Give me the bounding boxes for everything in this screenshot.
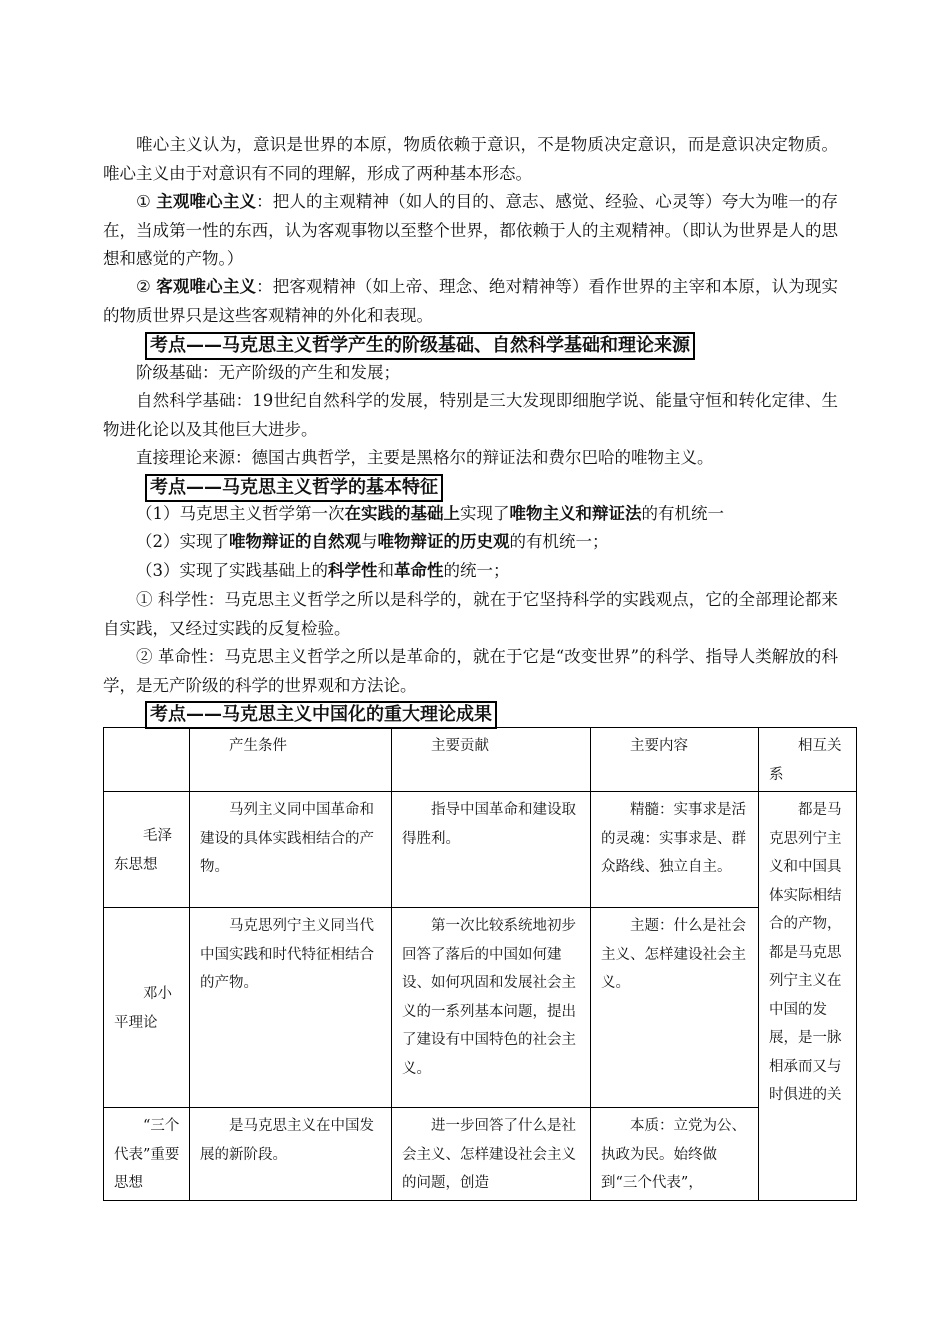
theory-name-cell: 邓小平理论 xyxy=(104,908,190,1108)
feature-item-2: （2）实现了唯物辩证的自然观与唯物辩证的历史观的有机统一； xyxy=(136,532,609,551)
idealism-text: 唯心主义认为，意识是世界的本原，物质依赖于意识，不是物质决定意识，而是意识决定物质。唯心主义由于对意识有不同的理解，形成了两种基本形态。 xyxy=(103,135,838,183)
feature-item-1: （1）马克思主义哲学第一次在实践的基础上实现了唯物主义和辩证法的有机统一 xyxy=(136,504,724,523)
table-header-cell: 主要贡献 xyxy=(392,728,591,792)
subjective-idealism-term: 主观唯心主义 xyxy=(156,192,257,211)
table-row xyxy=(104,1108,857,1201)
table-header-cell xyxy=(104,728,190,792)
content-cell: 精髓：实事求是活的灵魂：实事求是、群众路线、独立自主。 xyxy=(591,792,759,908)
objective-idealism-term: 客观唯心主义 xyxy=(156,277,257,296)
table-row xyxy=(104,908,857,1108)
content-cell: 主题：什么是社会主义、怎样建设社会主义。 xyxy=(591,908,759,1108)
revolutionary-nature-text: ② 革命性：马克思主义哲学之所以是革命的，就在于它是“改变世界”的科学、指导人类解放的科学，是无产阶级的科学的世界观和方法论。 xyxy=(103,647,838,695)
condition-cell: 是马克思主义在中国发展的新阶段。 xyxy=(190,1108,392,1201)
feature-item-3: （3）实现了实践基础上的科学性和革命性的统一； xyxy=(136,561,510,580)
science-basis-text: 自然科学基础：19世纪自然科学的发展，特别是三大发现即细胞学说、能量守恒和转化定律、生物进化论以及其他巨大进步。 xyxy=(103,391,838,439)
contribution-cell: 指导中国革命和建设取得胜利。 xyxy=(392,792,591,908)
condition-cell: 马克思列宁主义同当代中国实践和时代特征相结合的产物。 xyxy=(190,908,392,1108)
section-heading-sinicization: 考点——马克思主义中国化的重大理论成果 xyxy=(145,701,497,729)
class-basis-text: 阶级基础：无产阶级的产生和发展； xyxy=(136,363,400,382)
contribution-cell: 进一步回答了什么是社会主义、怎样建设社会主义的问题，创造 xyxy=(392,1108,591,1201)
content-cell: 本质：立党为公、执政为民。始终做到“三个代表”， xyxy=(591,1108,759,1201)
table-header-cell: 相互关系 xyxy=(759,728,857,792)
relation-cell xyxy=(759,792,857,1201)
table-header-cell: 产生条件 xyxy=(190,728,392,792)
contribution-cell: 第一次比较系统地初步回答了落后的中国如何建设、如何巩固和发展社会主义的一系列基本问题，提出了建设有中国特色的社会主义。 xyxy=(392,908,591,1108)
table-header-cell: 主要内容 xyxy=(591,728,759,792)
objective-idealism-paragraph: ② 客观唯心主义：把客观精神（如上帝、理念、绝对精神等）看作世界的主宰和本原，认为现实的物质世界只是这些客观精神的外化和表现。 xyxy=(103,277,838,325)
section-heading-foundations: 考点——马克思主义哲学产生的阶级基础、自然科学基础和理论来源 xyxy=(145,332,695,360)
theory-source-text: 直接理论来源：德国古典哲学，主要是黑格尔的辩证法和费尔巴哈的唯物主义。 xyxy=(136,448,714,467)
condition-cell: 马列主义同中国革命和建设的具体实践相结合的产物。 xyxy=(190,792,392,908)
theory-name-cell: 毛泽东思想 xyxy=(104,792,190,908)
table-header-row xyxy=(104,728,857,792)
section-heading-features: 考点——马克思主义哲学的基本特征 xyxy=(145,474,443,502)
idealism-paragraph xyxy=(103,131,838,188)
table-row xyxy=(104,792,857,908)
scientific-nature-text: ① 科学性：马克思主义哲学之所以是科学的，就在于它坚持科学的实践观点，它的全部理论都来自实践，又经过实践的反复检验。 xyxy=(103,590,838,638)
subjective-idealism-paragraph: ① 主观唯心主义：把人的主观精神（如人的目的、意志、感觉、经验、心灵等）夸大为唯一的存在，当成第一性的东西，认为客观事物以至整个世界，都依赖于人的主观精神。（即认为世界是人的思想和感觉的产物。） xyxy=(103,192,838,268)
relation-text: 都是马克思列宁主义和中国具体实际相结合的产物，都是马克思列宁主义在中国的发展，是一脉相承而又与时俱进的关 xyxy=(769,802,842,1103)
theory-results-table xyxy=(103,727,857,1201)
theory-name-cell: “三个代表”重要思想 xyxy=(104,1108,190,1201)
